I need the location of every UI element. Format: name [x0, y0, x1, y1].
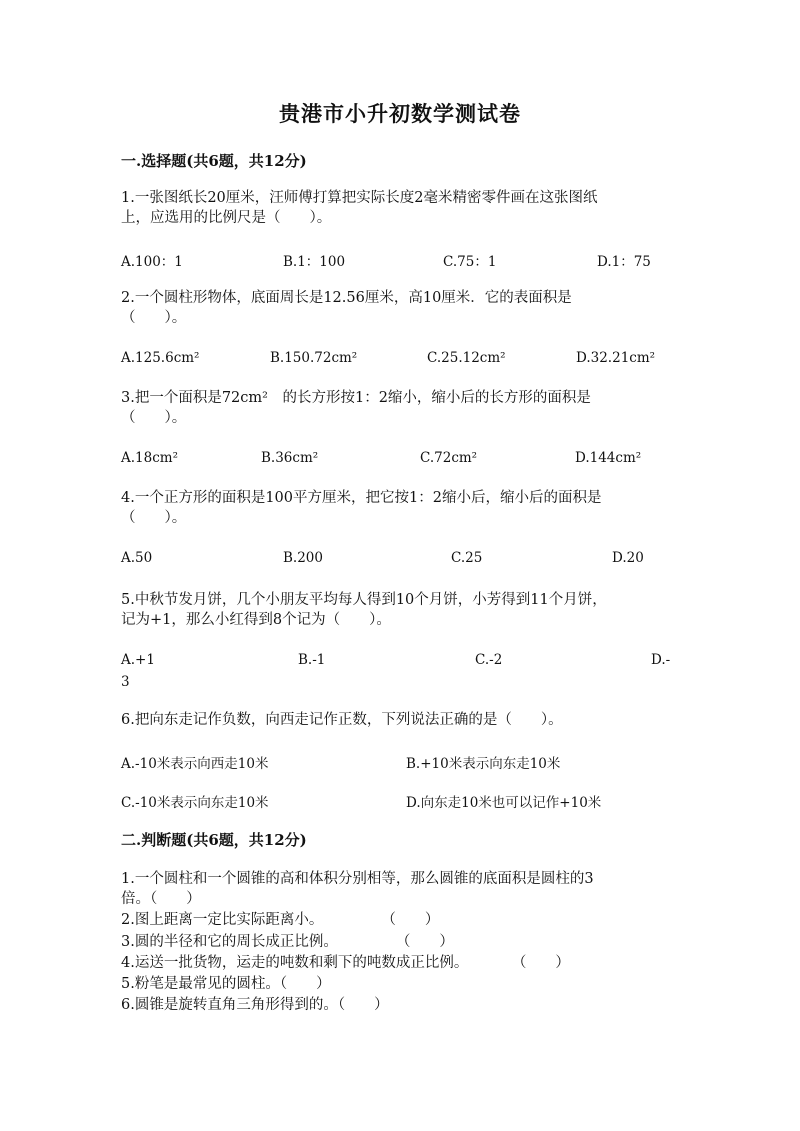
- judgement-1-line-1: 1.一个圆柱和一个圆锥的高和体积分别相等，那么圆锥的底面积是圆柱的3: [121, 871, 594, 887]
- q4-option-d: D.20: [612, 550, 644, 566]
- q3-option-a: A.18cm²: [121, 450, 178, 466]
- judgement-4: 4.运送一批货物，运走的吨数和剩下的吨数成正比例。 （ ）: [121, 955, 570, 971]
- q4-option-c: C.25: [451, 550, 483, 566]
- question-1-line-2: 上，应选用的比例尺是（ ）。: [121, 210, 332, 226]
- q1-option-a: A.100：1: [121, 254, 183, 270]
- question-6-line-1: 6.把向东走记作负数，向西走记作正数，下列说法正确的是（ ）。: [121, 712, 563, 728]
- section-heading-choice: 一.选择题(共6题，共12分): [121, 152, 307, 170]
- question-5-line-2: 记为+1，那么小红得到8个记为（ ）。: [121, 612, 391, 628]
- q2-option-c: C.25.12cm²: [427, 350, 506, 366]
- question-1-line-1: 1.一张图纸长20厘米，汪师傅打算把实际长度2毫米精密零件画在这张图纸: [121, 190, 598, 206]
- q3-option-b: B.36cm²: [261, 450, 319, 466]
- q4-option-a: A.50: [121, 550, 153, 566]
- q2-option-d: D.32.21cm²: [576, 350, 656, 366]
- page-title: 贵港市小升初数学测试卷: [279, 101, 521, 126]
- q5-option-d-wrap: 3: [121, 674, 130, 690]
- question-3-line-2: （ ）。: [121, 410, 187, 426]
- q3-option-d: D.144cm²: [575, 450, 642, 466]
- judgement-2: 2.图上距离一定比实际距离小。 （ ）: [121, 912, 440, 928]
- section-heading-judgement: 二.判断题(共6题，共12分): [121, 831, 307, 849]
- question-2-line-1: 2.一个圆柱形物体，底面周长是12.56厘米，高10厘米．它的表面积是: [121, 290, 572, 306]
- question-4-line-1: 4.一个正方形的面积是100平方厘米，把它按1：2缩小后，缩小后的面积是: [121, 490, 602, 506]
- judgement-1-line-2: 倍。（ ）: [121, 891, 201, 907]
- q2-option-b: B.150.72cm²: [270, 350, 358, 366]
- q1-option-d: D.1：75: [597, 254, 651, 270]
- q5-option-a: A.+1: [121, 652, 155, 668]
- q1-option-c: C.75：1: [443, 254, 497, 270]
- question-4-line-2: （ ）。: [121, 510, 187, 526]
- judgement-6: 6.圆锥是旋转直角三角形得到的。（ ）: [121, 997, 389, 1013]
- q5-option-b: B.-1: [298, 652, 326, 668]
- judgement-5: 5.粉笔是最常见的圆柱。（ ）: [121, 976, 331, 992]
- q1-option-b: B.1：100: [283, 254, 346, 270]
- q6-option-a: A.-10米表示向西走10米: [121, 756, 269, 772]
- q5-option-d: D.-: [651, 652, 671, 668]
- q4-option-b: B.200: [283, 550, 323, 566]
- question-2-line-2: （ ）。: [121, 310, 187, 326]
- q5-option-c: C.-2: [475, 652, 503, 668]
- question-3-line-1: 3.把一个面积是72cm² 的长方形按1：2缩小，缩小后的长方形的面积是: [121, 390, 591, 406]
- q6-option-d: D.向东走10米也可以记作+10米: [406, 795, 602, 811]
- q3-option-c: C.72cm²: [420, 450, 478, 466]
- q6-option-c: C.-10米表示向东走10米: [121, 795, 269, 811]
- q6-option-b: B.+10米表示向东走10米: [406, 756, 561, 772]
- q2-option-a: A.125.6cm²: [121, 350, 200, 366]
- question-5-line-1: 5.中秋节发月饼，几个小朋友平均每人得到10个月饼，小芳得到11个月饼，: [121, 592, 607, 608]
- judgement-3: 3.圆的半径和它的周长成正比例。 （ ）: [121, 934, 454, 950]
